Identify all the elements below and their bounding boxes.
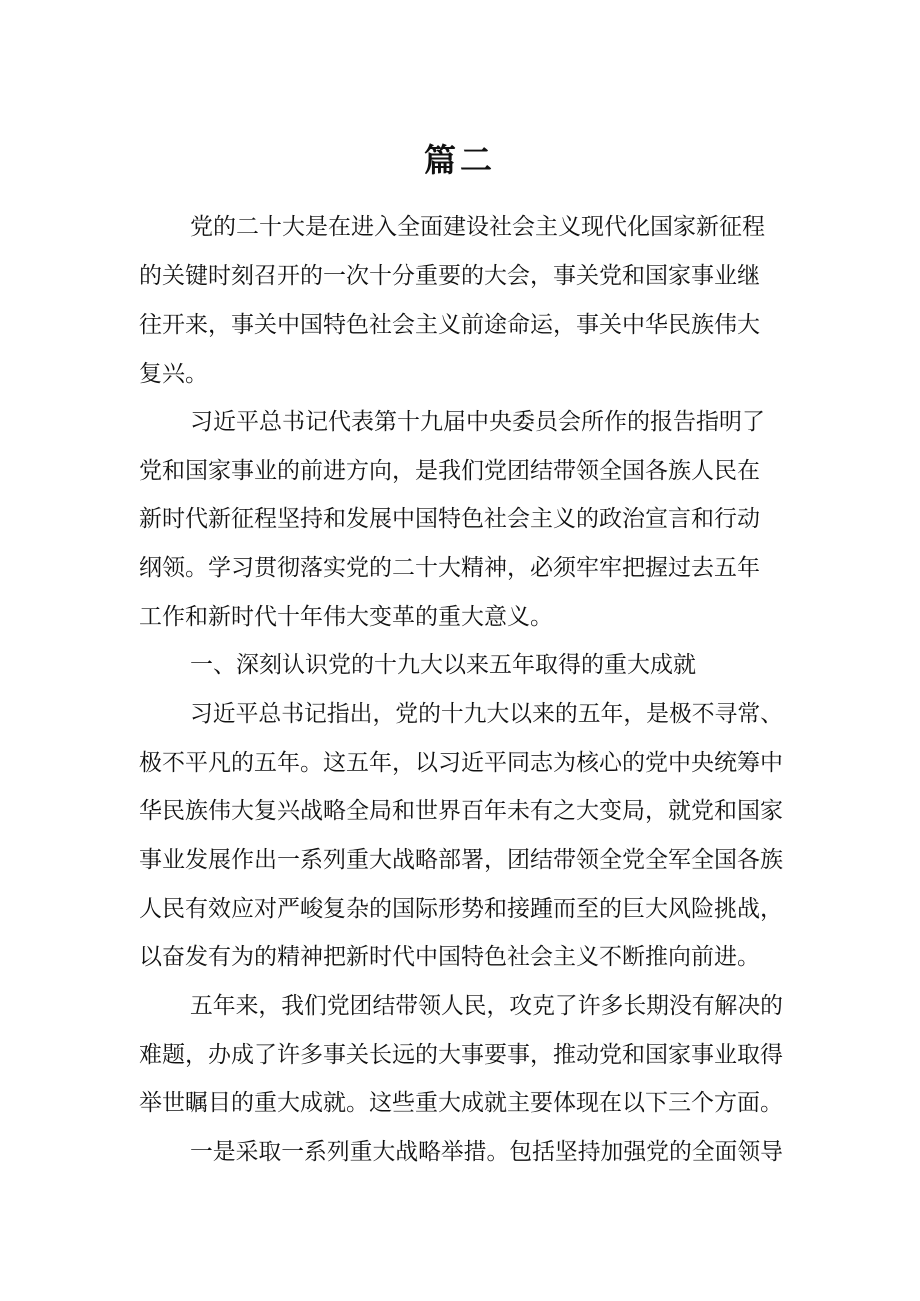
paragraph-3-line-3: 华民族伟大复兴战略全局和世界百年未有之大变局，就党和国家 (139, 798, 783, 824)
page-title: 篇二 (423, 141, 496, 179)
paragraph-3-line-4: 事业发展作出一系列重大战略部署，团结带领全党全军全国各族 (139, 847, 783, 873)
paragraph-1-line-4: 复兴。 (139, 361, 208, 387)
paragraph-2-line-4: 纲领。学习贯彻落实党的二十大精神，必须牢牢把握过去五年 (139, 555, 760, 581)
paragraph-4-line-2: 难题，办成了许多事关长远的大事要事，推动党和国家事业取得 (139, 1042, 783, 1068)
paragraph-3-line-5: 人民有效应对严峻复杂的国际形势和接踵而至的巨大风险挑战， (139, 896, 783, 922)
paragraph-3-line-1: 习近平总书记指出，党的十九大以来的五年，是极不寻常、 (190, 701, 783, 727)
paragraph-1-line-2: 的关键时刻召开的一次十分重要的大会，事关党和国家事业继 (139, 263, 760, 289)
paragraph-2-line-2: 党和国家事业的前进方向，是我们党团结带领全国各族人民在 (139, 458, 760, 484)
section-heading-1: 一、深刻认识党的十九大以来五年取得的重大成就 (190, 652, 696, 678)
paragraph-1-line-3: 往开来，事关中国特色社会主义前途命运，事关中华民族伟大 (139, 312, 760, 338)
paragraph-3-line-2: 极不平凡的五年。这五年，以习近平同志为核心的党中央统筹中 (139, 750, 783, 776)
paragraph-2-line-5: 工作和新时代十年伟大变革的重大意义。 (139, 604, 553, 630)
paragraph-4-line-1: 五年来，我们党团结带领人民，攻克了许多长期没有解决的 (190, 993, 783, 1019)
paragraph-4-line-3: 举世瞩目的重大成就。这些重大成就主要体现在以下三个方面。 (139, 1090, 783, 1116)
paragraph-1-line-1: 党的二十大是在进入全面建设社会主义现代化国家新征程 (190, 214, 765, 240)
paragraph-5-line-1: 一是采取一系列重大战略举措。包括坚持加强党的全面领导 (190, 1139, 783, 1165)
paragraph-2-line-1: 习近平总书记代表第十九届中央委员会所作的报告指明了 (190, 409, 765, 435)
paragraph-3-line-6: 以奋发有为的精神把新时代中国特色社会主义不断推向前进。 (139, 944, 760, 970)
paragraph-2-line-3: 新时代新征程坚持和发展中国特色社会主义的政治宣言和行动 (139, 506, 760, 532)
